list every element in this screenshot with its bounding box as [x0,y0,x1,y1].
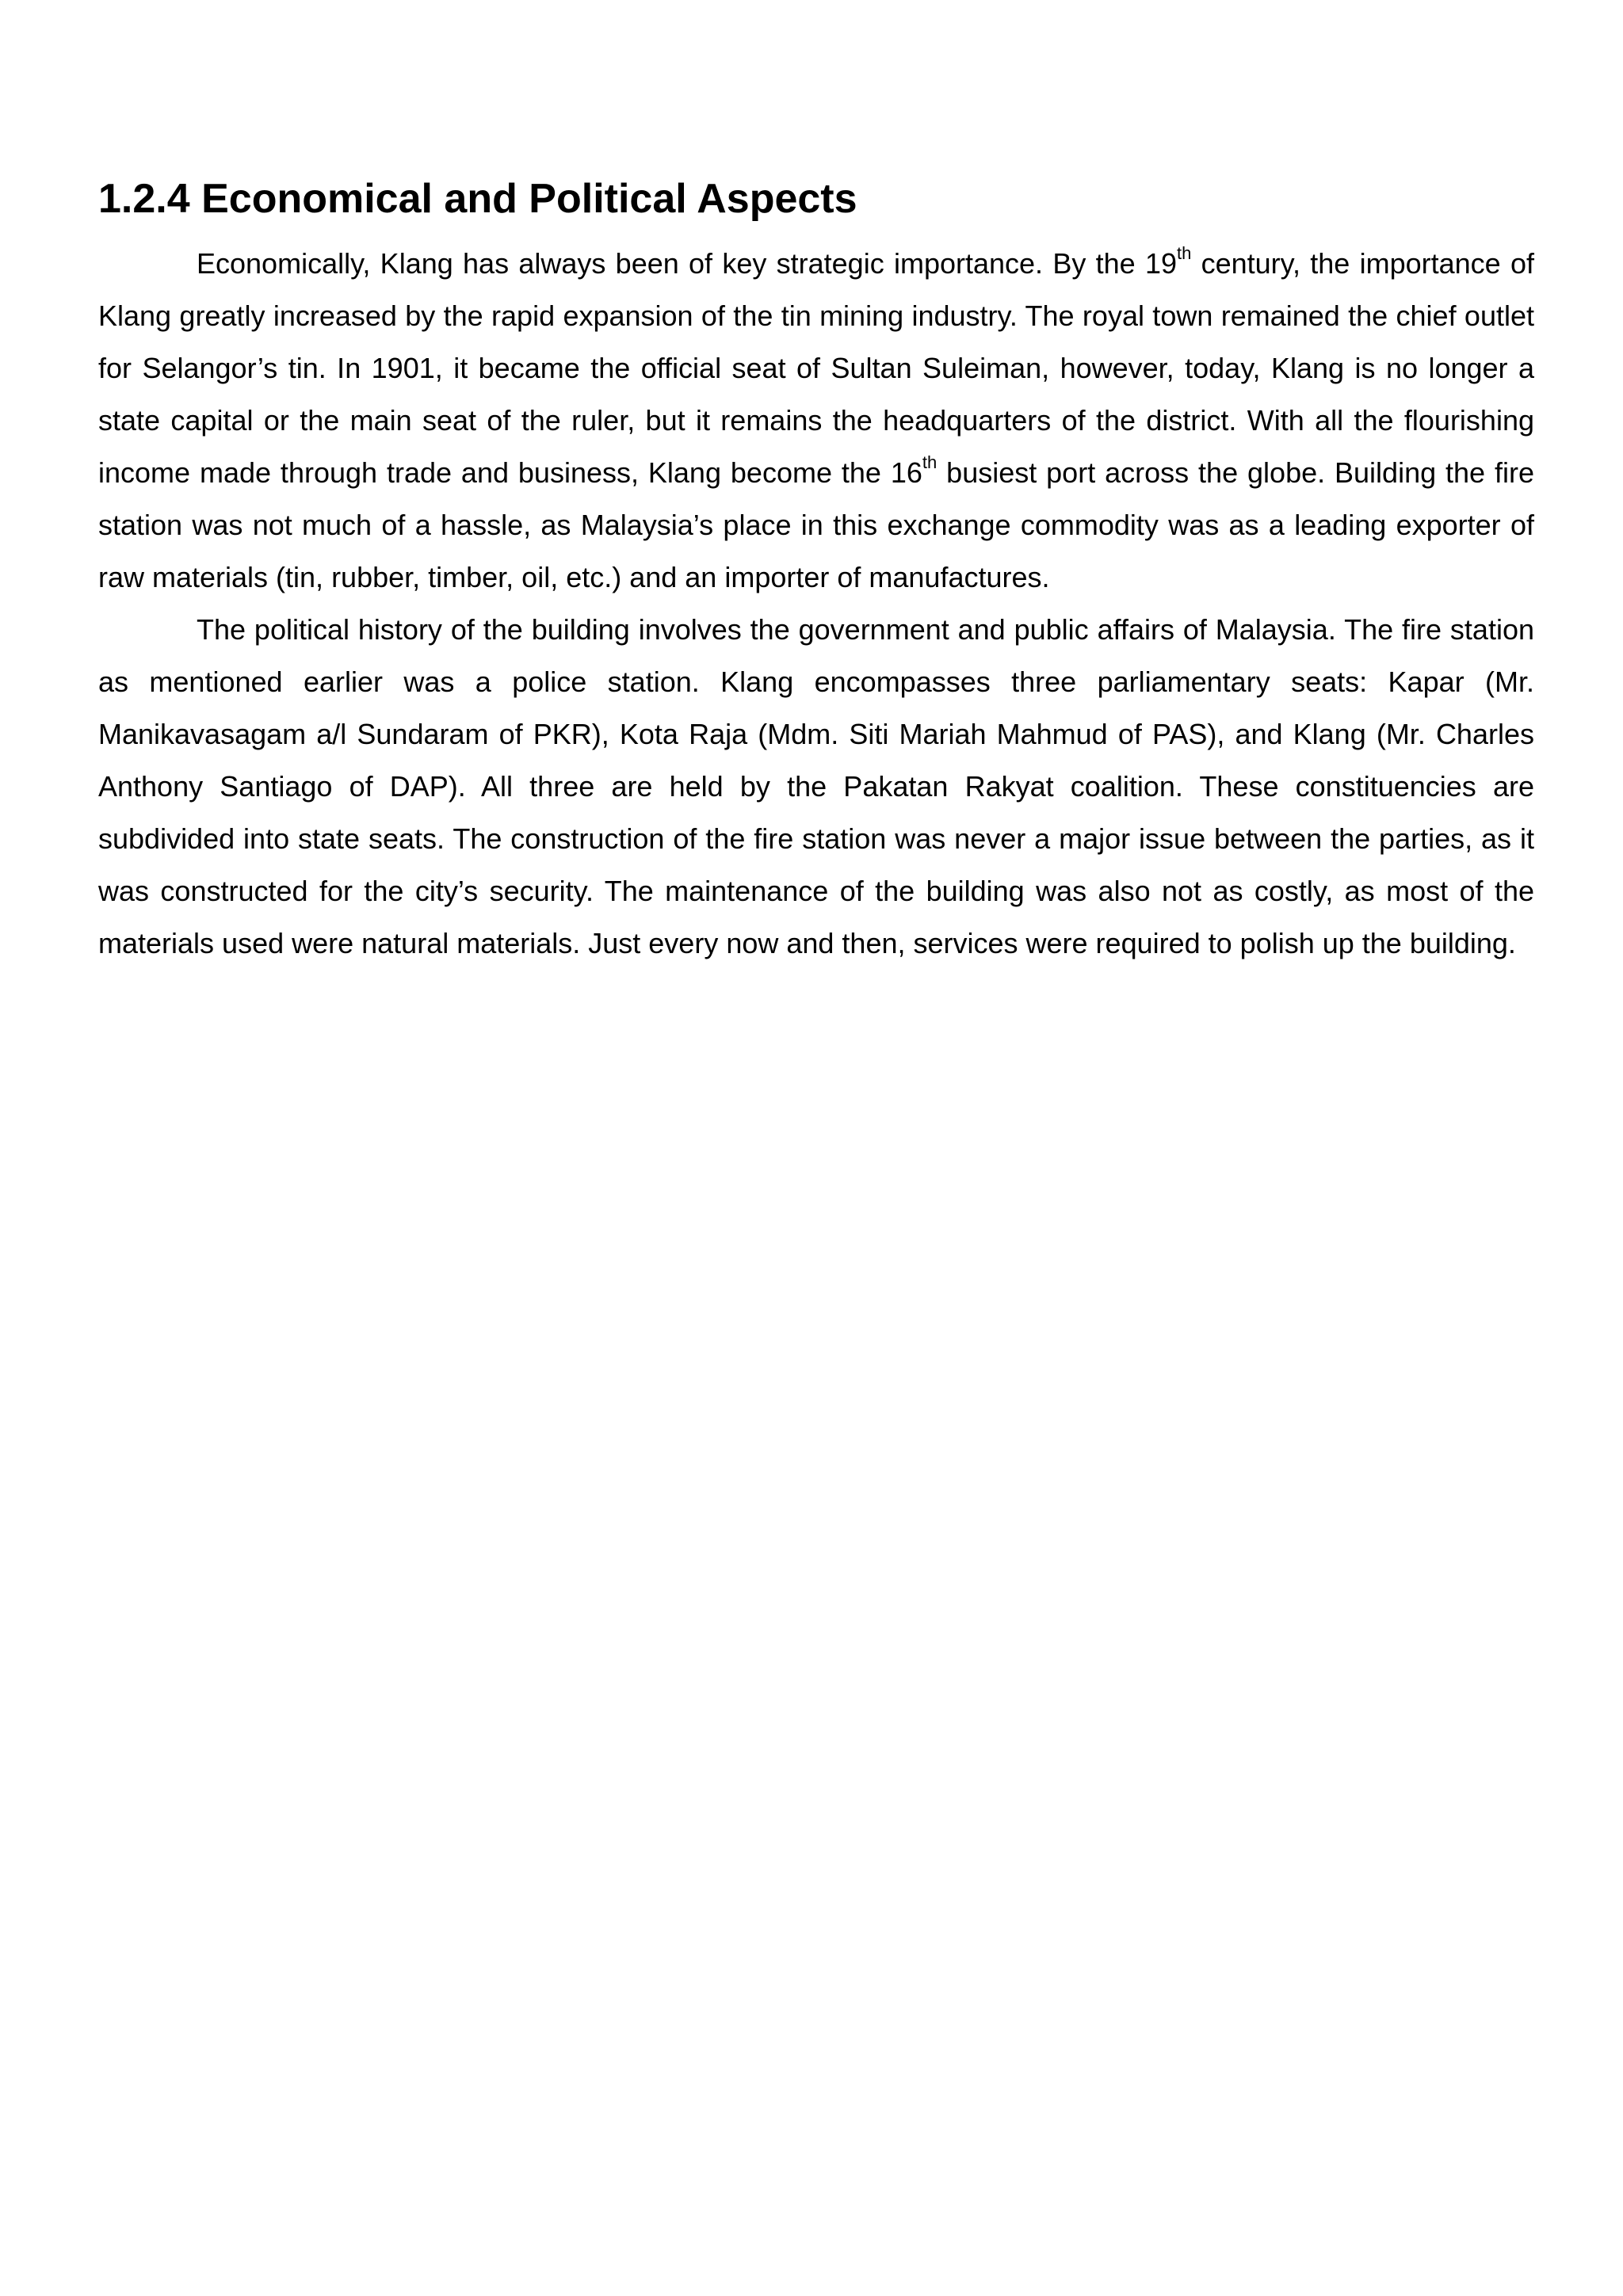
paragraph-economical-text-1: Economically, Klang has always been of key strategic importance. By the 19 [197,247,1177,280]
ordinal-superscript-19th: th [1176,243,1192,263]
page-content [98,171,1534,970]
ordinal-superscript-16th: th [922,452,938,472]
paragraph-economical [98,238,1534,604]
paragraph-economical-text-2: century, the importance of Klang greatly increased by the rapid expansion of the tin mining industry. The royal town remained the chief outlet for Selangor’s tin. In 1901, it became the official seat of Sultan Suleiman, however, today, Klang is no longer a state capital or the main seat of the ruler, but it remains the headquarters of the district. With all the flourishing income made through trade and business, Klang become the 16 [98,247,1534,489]
section-heading: 1.2.4 Economical and Political Aspects [98,176,857,222]
paragraph-political: The political history of the building involves the government and public affairs of Malaysia. The fire station as mentioned earlier was a police station. Klang encompasses three parliamentary seats: Kapar (Mr. Manikavasagam a/l Sundaram of PKR), Kota Raja (Mdm. Siti Mariah Mahmud of PAS), and Klang (Mr. Charles Anthony Santiago of DAP). All three are held by the Pakatan Rakyat coalition. These constituencies are subdivided into state seats. The construction of the fire station was never a major issue between the parties, as it was constructed for the city’s security. The maintenance of the building was also not as costly, as most of the materials used were natural materials. Just every now and then, services were required to polish up the building. [98,613,1534,959]
paragraph-economical-text-3: busiest port across the globe. Building the fire station was not much of a hassle, as Malaysia’s place in this exchange commodity was as a leading exporter of raw materials (tin, rubber, timber, oil, etc.) and an importer of manufactures. [98,456,1535,593]
